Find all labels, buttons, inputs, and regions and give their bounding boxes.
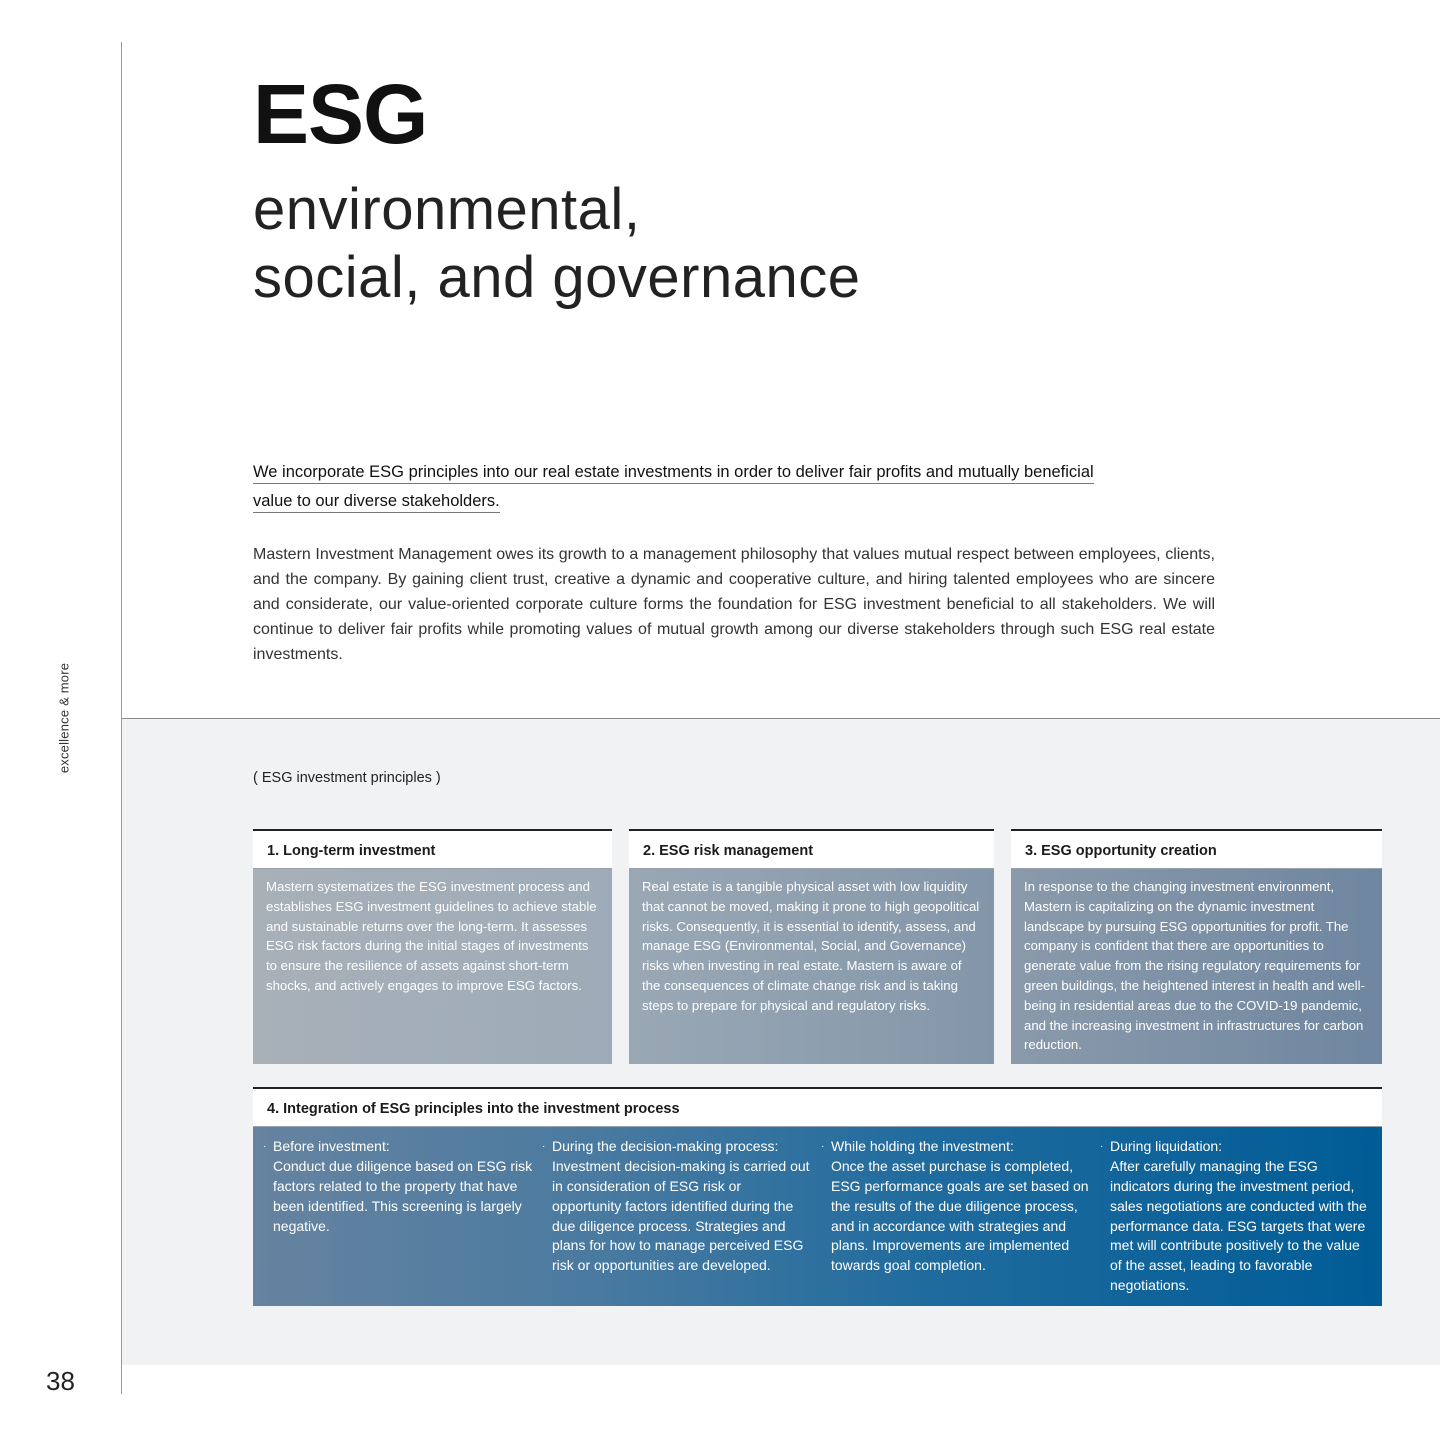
integration-card-title: 4. Integration of ESG principles into the investment process: [253, 1087, 1382, 1127]
intro-paragraph: Mastern Investment Management owes its growth to a management philosophy that values mutual respect between employees, clients, and the company. By gaining client trust, creative a dynamic and cooperative culture, and hiring talented employees who are sincere and considerate, our value-oriented corporate culture forms the foundation for ESG investment beneficial to all stakeholders. We will continue to deliver fair profits while promoting values of mutual growth among our diverse stakeholders through such ESG real estate investments.: [253, 546, 1215, 663]
integration-card: [253, 1087, 1382, 1306]
principle-card-text: In response to the changing investment environment, Mastern is capitalizing on the dynamic investment landscape by pursuing ESG opportunities for profit. The company is confident that there are opportunities to generate value from the rising regulatory requirements for green buildings, the heightened interest in health and well-being in residential areas due to the COVID-19 pandemic, and the increasing investment in infrastructures for carbon reduction.: [1011, 869, 1382, 1064]
side-section-label: excellence & more: [56, 662, 72, 774]
principle-card-risk-management: [629, 829, 994, 1064]
bullet-icon: ·: [1100, 1141, 1104, 1153]
integration-step-decision: [542, 1137, 821, 1306]
step-title: While holding the investment:: [831, 1138, 1014, 1154]
principle-card-text: Real estate is a tangible physical asset with low liquidity that cannot be moved, making it prone to high geopolitical risks. Consequently, it is essential to identify, assess, and manage ESG (Environmental, Social, and Governance) risks when investing in real estate. Mastern is aware of the consequences of climate change risk and is taking steps to prepare for physical and regulatory risks.: [629, 869, 994, 1064]
subtitle-line: environmental,: [253, 177, 641, 242]
page-subtitle: [253, 176, 1153, 312]
lead-statement: [253, 458, 1113, 516]
page-title: ESG: [253, 67, 428, 161]
integration-step-liquidation: [1100, 1137, 1379, 1306]
integration-steps: [253, 1127, 1382, 1306]
step-title: During liquidation:: [1110, 1138, 1223, 1154]
bullet-icon: ·: [263, 1141, 267, 1153]
step-title: Before investment:: [273, 1138, 390, 1154]
bullet-icon: ·: [542, 1141, 546, 1153]
subtitle-line: social, and governance: [253, 245, 861, 310]
step-text: After carefully managing the ESG indicators during the investment period, sales negotiations are conducted with the performance data. ESG targets that were met will contribute positively to the value of the asset, leading to favorable negotiations.: [1110, 1158, 1367, 1293]
principle-card-text: Mastern systematizes the ESG investment process and establishes ESG investment guidelines to achieve stable and sustainable returns over the long-term. It assesses ESG risk factors during the initial stages of investments to ensure the resilience of assets against short-term shocks, and actively engages to improve ESG factors.: [253, 869, 612, 1064]
integration-step-holding: [821, 1137, 1100, 1306]
principle-card-title: 2. ESG risk management: [629, 829, 994, 869]
step-text: Conduct due diligence based on ESG risk factors related to the property that have been identified. This screening is largely negative.: [273, 1158, 533, 1234]
principle-card-title: 3. ESG opportunity creation: [1011, 829, 1382, 869]
principle-card-opportunity-creation: [1011, 829, 1382, 1064]
page-number: 38: [46, 1366, 75, 1396]
step-text: Investment decision-making is carried out in consideration of ESG risk or opportunity factors identified during the due diligence process. Strategies and plans for how to manage perceived ESG risk or opportunities are developed.: [552, 1158, 810, 1274]
step-text: Once the asset purchase is completed, ESG performance goals are set based on the results of the due diligence process, and in accordance with strategies and plans. Improvements are implemented towards goal completion.: [831, 1158, 1089, 1274]
integration-step-before: [263, 1137, 542, 1306]
section-label: ( ESG investment principles ): [253, 770, 441, 786]
principle-card-title: 1. Long-term investment: [253, 829, 612, 869]
bullet-icon: ·: [821, 1141, 825, 1153]
lead-statement-text: We incorporate ESG principles into our real estate investments in order to deliver fair profits and mutually beneficial value to our diverse stakeholders.: [253, 463, 1094, 513]
step-title: During the decision-making process:: [552, 1138, 779, 1154]
principle-card-long-term: [253, 829, 612, 1064]
